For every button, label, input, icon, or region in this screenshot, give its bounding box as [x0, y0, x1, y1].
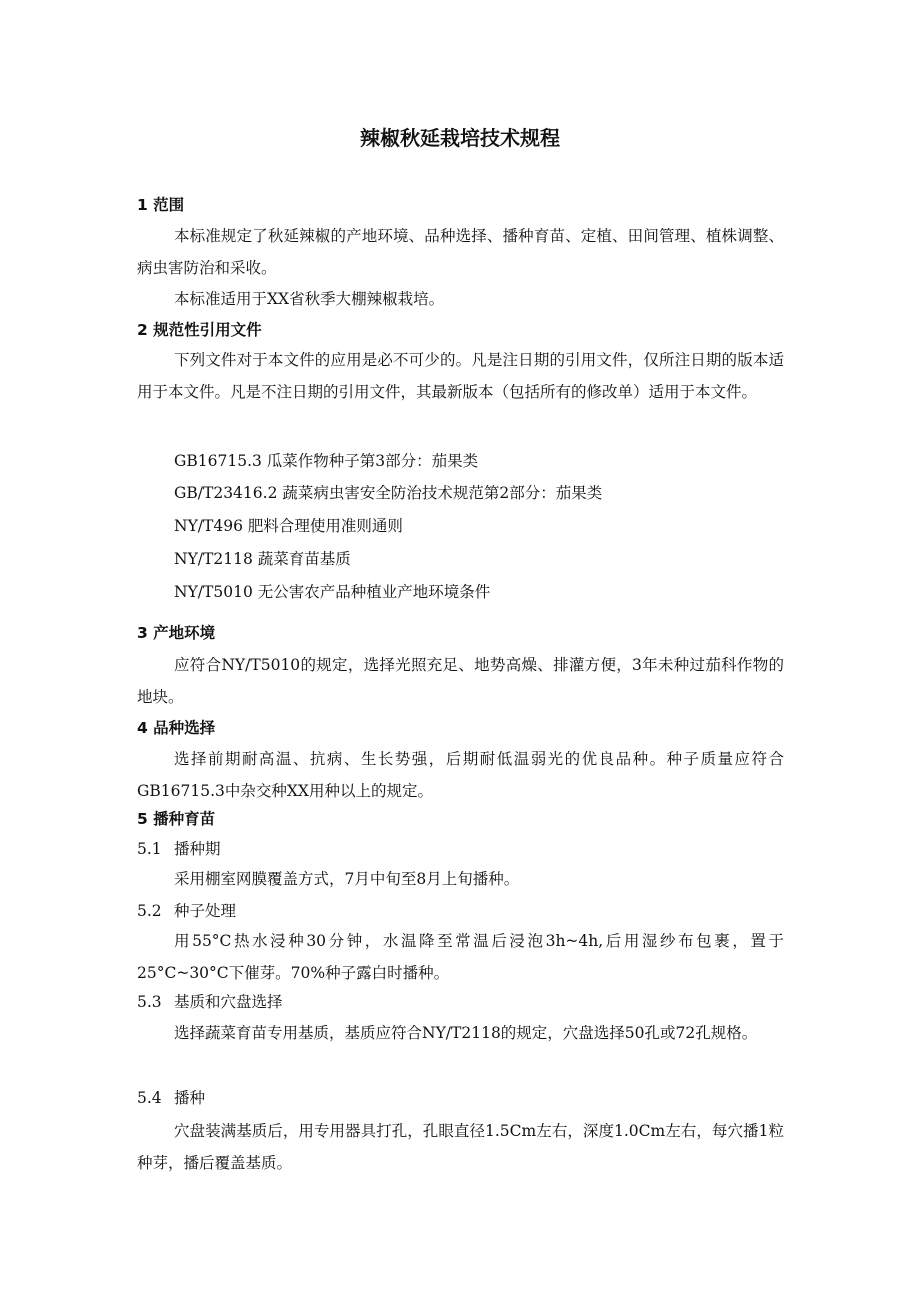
subsection-heading: [137, 1087, 205, 1109]
section-heading-seedling: 5 播种育苗: [137, 810, 216, 828]
subsection-paragraph: 穴盘装满基质后，用专用器具打孔，孔眼直径1.5Cm左右，深度1.0Cm左右，每穴播1粒种芽，播后覆盖基质。: [137, 1122, 784, 1172]
subsection-number: 5.2: [137, 902, 162, 920]
reference-item: GB16715.3 瓜菜作物种子第3部分：茄果类: [174, 452, 479, 470]
subsection-number: 5.1: [137, 840, 162, 858]
subsection-number: 5.3: [137, 993, 162, 1011]
references-paragraph: 下列文件对于本文件的应用是必不可少的。凡是注日期的引用文件，仅所注日期的版本适用于本文件。凡是不注日期的引用文件，其最新版本（包括所有的修改单）适用于本文件。: [137, 351, 784, 401]
section-heading-environment: 3 产地环境: [137, 624, 216, 642]
subsection-paragraph: 选择蔬菜育苗专用基质，基质应符合NY/T2118的规定，穴盘选择50孔或72孔规格。: [174, 1024, 758, 1042]
variety-paragraph: 选择前期耐高温、抗病、生长势强，后期耐低温弱光的优良品种。种子质量应符合GB16715.3中杂交种XX用种以上的规定。: [137, 750, 784, 800]
subsection-title: 基质和穴盘选择: [174, 993, 283, 1011]
subsection-heading: [137, 991, 283, 1013]
subsection-title: 种子处理: [174, 902, 237, 920]
reference-item: NY/T2118 蔬菜育苗基质: [174, 550, 351, 568]
subsection-heading: [137, 900, 236, 922]
reference-item: GB/T23416.2 蔬菜病虫害安全防治技术规范第2部分：茄果类: [174, 484, 603, 502]
section-heading-references: 2 规范性引用文件: [137, 321, 262, 339]
subsection-paragraph: 用55°C热水浸种30分钟，水温降至常温后浸泡3h~4h,后用湿纱布包裹，置于25°C~30°C下催芽。70%种子露白时播种。: [137, 932, 784, 982]
document-title: 辣椒秋延栽培技术规程: [360, 126, 560, 150]
subsection-number: 5.4: [137, 1089, 162, 1107]
section-heading-scope: 1 范围: [137, 196, 185, 214]
scope-paragraph-2: 本标准适用于XX省秋季大棚辣椒栽培。: [174, 290, 445, 308]
reference-item: NY/T5010 无公害农产品种植业产地环境条件: [174, 583, 491, 601]
subsection-title: 播种: [174, 1089, 206, 1107]
scope-paragraph-1: 本标准规定了秋延辣椒的产地环境、品种选择、播种育苗、定植、田间管理、植株调整、病虫害防治和采收。: [137, 227, 784, 277]
subsection-paragraph: 采用棚室网膜覆盖方式，7月中旬至8月上旬播种。: [174, 870, 520, 888]
subsection-title: 播种期: [174, 840, 221, 858]
subsection-heading: [137, 838, 221, 860]
environment-paragraph: 应符合NY/T5010的规定，选择光照充足、地势高燥、排灌方便，3年未种过茄科作物的地块。: [137, 656, 784, 706]
reference-item: NY/T496 肥料合理使用准则通则: [174, 517, 403, 535]
section-heading-variety: 4 品种选择: [137, 719, 216, 737]
